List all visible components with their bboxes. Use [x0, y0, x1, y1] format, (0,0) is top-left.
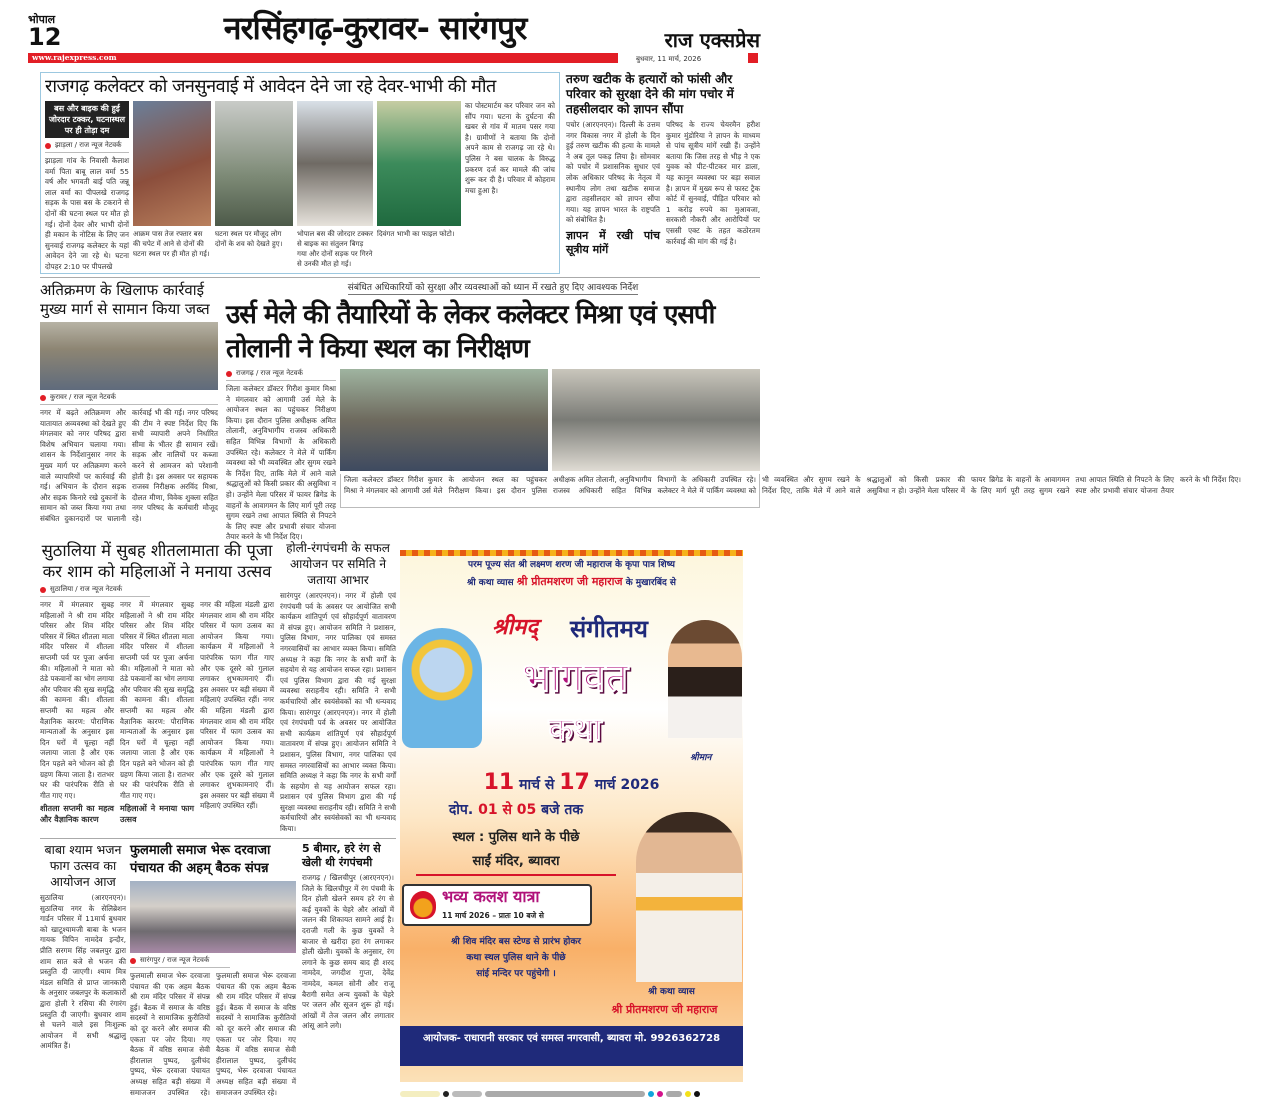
- sutaliya-subhead: शीतला सप्तमी का महत्व और वैज्ञानिक कारण: [40, 804, 114, 824]
- organizer-bar: आयोजक- राधारानी सरकार एवं समस्त नगरवासी, ब्यावरा मो. 9926362728: [400, 1026, 743, 1066]
- baba-shyam-story: [40, 842, 126, 1100]
- main-story-left-col: [226, 369, 336, 542]
- right-story: [566, 72, 760, 272]
- time-suffix: बजे तक: [541, 802, 584, 818]
- five-sick-headline: 5 बीमार, हरे रंग से खेली थी रंगपंचमी: [302, 842, 381, 869]
- main-story-headline: उर्स मेले की तैयारियों के लेकर कलेक्टर मिश्रा एवं एसपी तोलानी ने किया स्थल का निरीक्षण: [226, 300, 715, 364]
- holi-text: सारंगपुर (आरएनएन)। नगर में होली एवं रंगपंचमी पर्व के अवसर पर आयोजित सभी कार्यक्रम शांतिपूर्ण एवं सौहार्दपूर्ण वातावरण में संपन्न हुए। आयोजन समिति ने प्रशासन, पुलिस विभाग, नगर पालिका एवं समस्त नगरवासियों का आभार व्यक्त किया। समिति अध्यक्ष ने कहा कि नगर के सभी वर्गों के सहयोग से यह आयोजन सफल रहा। प्रशासन एवं पुलिस विभाग द्वारा की गई सुरक्षा व्यवस्था सराहनीय रही। समिति ने सभी कर्मचारियों और स्वयंसेवकों का भी धन्यवाद किया।: [280, 591, 396, 717]
- holi-thanks-headline: होली-रंगपंचमी के सफल आयोजन पर समिति ने जताया आभार: [286, 541, 390, 587]
- five-sick-story: [302, 842, 394, 1100]
- ad-dates: [400, 768, 743, 800]
- photo-column: [133, 101, 211, 269]
- top-story-byline: [45, 141, 129, 153]
- ad-line-2-suffix: के मुखारबिंद से: [625, 578, 677, 588]
- page-number: 12: [28, 23, 62, 51]
- ad-venue-1: स्थल : पुलिस थाने के पीछे: [452, 830, 580, 845]
- inspection-photo-2: [552, 369, 760, 471]
- main-story-content: [226, 369, 1241, 542]
- section-title: नरसिंहगढ़-कुरावर- सारंगपुर: [223, 9, 527, 47]
- issue-date: बुधवार, 11 मार्च, 2026: [636, 55, 702, 63]
- photo-column: [377, 101, 461, 269]
- sutaliya-text-2: नगर में मंगलवार सुबह महिलाओं ने श्री राम मंदिर परिसर और शिव मंदिर परिसर में स्थित शीतला माता मंदिर परिसर में शीतला सप्तमी पर्व पर पूजा अर्चना की। महिलाओं ने माता को ठंडे पकवानों का भोग लगाया और परिवार की सुख समृद्धि की कामना की। शीतला सप्तमी का महत्व और वैज्ञानिक कारण: पौराणिक मान्यताओं के अनुसार इस दिन घरों में चूल्हा नहीं जलाया जाता है और एक दिन पहले बने भोजन को ही ग्रहण किया जाता है। रातभर घर की पारंपरिक रीति से गीत गाए गए।: [120, 600, 194, 800]
- sutaliya-byline: [40, 585, 150, 597]
- bhagwat-katha-ad[interactable]: [400, 550, 743, 1082]
- time-prefix: दोप.: [448, 802, 474, 818]
- encroachment-headline: अतिक्रमण के खिलाफ कार्रवाई मुख्य मार्ग से सामान किया जब्त: [40, 281, 210, 318]
- top-story-body-right: का पोस्टमार्टम कर परिवार जन को सौंप गया। घटना के दुर्घटना की खबर से गांव में मातम पसर गया है। ग्रामीणों ने बताया कि दोनों अपने काम से राजगढ़ जा रहे थे। पुलिस ने बस चालक के विरुद्ध प्रकरण दर्ज कर मामले की जांच शुरू कर दी है। परिवार में कोहराम मचा हुआ है।: [465, 101, 555, 195]
- sutaliya-subhead-2: महिलाओं ने मनाया फाग उत्सव: [120, 804, 194, 824]
- photo-caption: आक्रम पास तेज रफ्तार बस की चपेट में आने से दोनों की घटना स्थल पर ही मौत हो गई।: [133, 230, 210, 258]
- main-story-right-col: [340, 369, 1241, 508]
- five-sick-body: राजगढ़ / खिलचीपुर (आरएनएन)। जिले के खिलचीपुर में रंग पंचमी के दिन होली खेलने समय हरे रंग से कई युवकों के चेहरे और आंखों में जलन की शिकायत सामने आई है। दराजी गली के कुछ युवकों ने बाजार से खरीदा हरा रंग लगाकर होली खेली। युवकों के अनुसार, रंग लगाने के कुछ समय बाद ही शरद नामदेव, जगदीश गुप्ता, देवेंद्र नामदेव, कमल सोनी और राजू बैरागी समेत अन्य युवकों के चेहरे पर जलन और सूजन शुरू हो गई। आंखों में तेज जलन और लगातार आंसू आने लगे।: [302, 873, 394, 1031]
- krishna-illustration: [402, 628, 482, 748]
- photo-caption: दिवंगत भाभी का फाइल फोटो।: [377, 230, 455, 238]
- main-story-byline: [226, 369, 336, 381]
- page-city: भोपाल: [28, 13, 56, 26]
- top-story-content: [45, 101, 555, 269]
- ad-bhagwat: भागवत: [521, 654, 629, 701]
- kalash-time: 11 मार्च 2026 – प्रातः 10 बजे से: [442, 911, 544, 920]
- phulmali-text-2: फुलमाली समाज भेरू दरवाजा पंचायत की एक अहम बैठक श्री राम मंदिर परिसर में संपन्न हुई। बैठक में समाज के वरिष्ठ सदस्यों ने सामाजिक कुरीतियों को दूर करने और समाज की एकता पर जोर दिया। गए बैठक में वरिष्ठ समाज सेवी हीरालाल पुष्पद, दुलीचंद पुष्पद, भेरू दरवाजा पंचायत अध्यक्ष सहित बड़ी संख्या में समाजजन उपस्थित रहे।: [216, 971, 296, 1097]
- top-story: [40, 72, 560, 274]
- byline-text: राजगढ़ / राज न्यूज नेटवर्क: [236, 369, 303, 377]
- ad-time: [400, 800, 632, 820]
- byline-text: झाड़ला / राज न्यूज नेटवर्क: [55, 141, 122, 149]
- accident-box: बस और बाइक की हुई जोरदार टक्कर, घटनास्थल पर ही तोड़ा दम: [45, 101, 129, 138]
- top-story-body: झाड़ला गांव के निवासी कैलाश वर्मा पिता बाबू लाल वर्मा 55 वर्ष और भगवती बाई पति जन्नू लाल वर्मा का पीपलखे राजगढ़ सड़क के पास बस के टकराने से दोनों की घटना स्थल पर मौत हो गई। दोनों देवर और भाभी दोनों ही मकान के नोटिस के लिए जन सुनवाई राजगढ़ कलेक्टर के यहां आवेदन देने जा रहे थे। घटना दोपहर 2:10 पर पीपलखे: [45, 156, 129, 271]
- victim-photo-1: [297, 101, 373, 226]
- main-story-box: [340, 474, 1241, 508]
- phulmali-photo: [130, 881, 296, 953]
- bullet-icon: [40, 587, 46, 593]
- website-link[interactable]: www.rajexpress.com: [32, 53, 117, 62]
- ad-logo: श्रीमान: [690, 753, 712, 763]
- byline-text: सुठालिया / राज न्यूज नेटवर्क: [50, 585, 123, 593]
- main-story-body-cont: जिला कलेक्टर डॉक्टर गिरीश कुमार मिश्रा ने मंगलवार को आगामी उर्स मेले के आयोजन स्थल का पहुंचकर निरीक्षण किया। इस दौरान पुलिस अधीक्षक अमित तोलानी, अनुविभागीय राजस्व अधिकारी सहित विभिन्न विभागों के अधिकारी उपस्थित रहे। कलेक्टर ने मेले में पार्किंग व्यवस्था को भी व्यवस्थित और सुगम रखने के निर्देश दिए, ताकि मेले में आने वाले श्रद्धालुओं को किसी प्रकार की असुविधा न हो। उन्होंने मेला परिसर में फायर ब्रिगेड के वाहनों के आवागमन के लिए मार्ग पूरी तरह सुगम रखने तथा आपात स्थिति से निपटने के लिए स्पष्ट और प्रभावी संचार योजना तैयार करने के भी निर्देश दिए।: [344, 475, 1241, 495]
- guru-photo-top: [668, 620, 742, 738]
- photo-caption: भोपाल बस की जोरदार टक्कर से बाइक का संतुलन बिगड़ गया और दोनों सड़क पर गिरने से उनकी मौत हो गई।: [297, 230, 373, 268]
- kalash-icon: [410, 891, 436, 919]
- sutaliya-story: [40, 540, 274, 836]
- right-story-headline: तरुण खटीक के हत्यारों को फांसी और परिवार को सुरक्षा देने की मांग पचोर में तहसीलदार को ज्ञापन सौंपा: [566, 72, 734, 116]
- ad-top-border: [400, 550, 743, 556]
- accident-photo-2: [215, 101, 293, 226]
- baba-shyam-body: सुठालिया (आरएनएन)। सुठालिया नगर के सेलिब्रेशन गार्डन परिसर में 11मार्च बुधवार को खाटूश्यामजी बाबा के भजन गायक विपिन नामदेव इन्दौर, प्रीति सरगम सिंह जबलपुर द्वारा शाम सात बजे से भजन की प्रस्तुति दी जाएगी। श्याम मित्र मंडल समिति से प्राप्त जानकारी के अनुसार जबलपुर के कलाकारों द्वारा होली रे रसिया की रंगारंग प्रस्तुति दी जाएगी। बुधवार शाम से चलने वाले इस निःशुल्क आयोजन में सभी श्रद्धालु आमंत्रित हैं।: [40, 893, 126, 1051]
- ad-line-2-name: श्री प्रीतमशरण जी महाराज: [516, 575, 623, 588]
- phulmali-story: [130, 842, 296, 1100]
- phulmali-body: [130, 971, 296, 1100]
- ad-venue-2: साईं मंदिर, ब्यावरा: [416, 852, 616, 876]
- sutaliya-text: नगर में मंगलवार सुबह महिलाओं ने श्री राम मंदिर परिसर और शिव मंदिर परिसर में स्थित शीतला माता मंदिर परिसर में शीतला सप्तमी पर्व पर पूजा अर्चना की। महिलाओं ने माता को ठंडे पकवानों का भोग लगाया और परिवार की सुख समृद्धि की कामना की। शीतला सप्तमी का महत्व और वैज्ञानिक कारण: पौराणिक मान्यताओं के अनुसार इस दिन घरों में चूल्हा नहीं जलाया जाता है और एक दिन पहले बने भोजन को ही ग्रहण किया जाता है। रातभर घर की पारंपरिक रीति से गीत गाए गए।: [40, 600, 114, 800]
- main-story-kicker: संबंधित अधिकारियों को सुरक्षा और व्यवस्थाओं को ध्यान में रखते हुए दिए आवश्यक निर्देश: [347, 283, 639, 293]
- byline-text: सारंगपुर / राज न्यूज नेटवर्क: [140, 956, 210, 964]
- sutaliya-headline: सुठालिया में सुबह शीतलामाता की पूजा कर शाम को महिलाओं ने मनाया उत्सव: [41, 541, 273, 581]
- ad-line-1: परम पूज्य संत श्री लक्ष्मण शरण जी महाराज के कृपा पात्र शिष्य: [467, 560, 676, 570]
- encroachment-story: [40, 281, 218, 523]
- sutaliya-text-3: नगर की महिला मंडली द्वारा मंगलवार शाम श्री राम मंदिर परिसर में फाग उत्सव का आयोजन किया गया। कार्यक्रम में महिलाओं ने पारंपरिक फाग गीत गाए और एक दूसरे को गुलाल लगाकर शुभकामनाएं दीं। इस अवसर पर बड़ी संख्या में महिलाएं उपस्थित रहीं।: [200, 600, 274, 705]
- brand-logo: राज एक्सप्रेस: [664, 28, 760, 52]
- encroachment-photo: [40, 322, 218, 390]
- accident-photo-1: [133, 101, 211, 226]
- phulmali-text: फुलमाली समाज भेरू दरवाजा पंचायत की एक अहम बैठक श्री राम मंदिर परिसर में संपन्न हुई। बैठक में समाज के वरिष्ठ सदस्यों ने सामाजिक कुरीतियों को दूर करने और समाज की एकता पर जोर दिया। गए बैठक में वरिष्ठ समाज सेवी हीरालाल पुष्पद, दुलीचंद पुष्पद, भेरू दरवाजा पंचायत अध्यक्ष सहित बड़ी संख्या में समाजजन उपस्थित रहे।: [130, 971, 210, 1097]
- encroachment-body: नगर में बढ़ते अतिक्रमण और यातायात अव्यवस्था को देखते हुए मंगलवार को नगर परिषद द्वारा विशेष अभियान चलाया गया। शासन के निर्देशानुसार नगर के मुख्य मार्ग पर अतिक्रमण करने वाले व्यापारियों पर कार्रवाई की गई। अभियान के दौरान सड़क और सड़क किनारे रखे दुकानों के सामान को जब्त किया गया तथा संबंधित दुकानदारों पर चालानी कार्रवाई भी की गई। नगर परिषद की टीम ने स्पष्ट निर्देश दिए कि सभी व्यापारी अपने निर्धारित सीमा के भीतर ही सामान रखें। सड़क और नालियों पर कब्जा करने से आमजन को परेशानी होती है। इस अवसर पर सहायक राजस्व निरीक्षक अरविंद मिश्रा, दौलत मीणा, विवेक शुक्ला सहित नगर परिषद के कर्मचारी मौजूद रहे।: [40, 408, 218, 523]
- print-color-bar: [400, 1090, 743, 1098]
- date-to-month: मार्च 2026: [594, 777, 660, 793]
- kalash-box: [402, 884, 592, 926]
- phulmali-byline: [130, 956, 230, 968]
- ad-sangeetmay: संगीतमय: [570, 615, 648, 643]
- right-story-subhead: ज्ञापन में रखी पांच सूत्रीय मांगें: [566, 228, 660, 256]
- divider: [40, 277, 760, 278]
- bullet-icon: [226, 371, 232, 377]
- vyas-name: श्री प्रीतमशरण जी महाराज: [611, 1003, 718, 1016]
- phulmali-headline: फुलमाली समाज भेरू दरवाजा पंचायत की अहम् बैठक संपन्न: [130, 843, 271, 876]
- sutaliya-text-4: नगर की महिला मंडली द्वारा मंगलवार शाम श्री राम मंदिर परिसर में फाग उत्सव का आयोजन किया गया। कार्यक्रम में महिलाओं ने पारंपरिक फाग गीत गाए और एक दूसरे को गुलाल लगाकर शुभकामनाएं दीं। इस अवसर पर बड़ी संख्या में महिलाएं उपस्थित रहीं।: [200, 695, 274, 811]
- ad-line-2: [404, 574, 739, 591]
- divider: [40, 838, 396, 839]
- ad-shrimad: श्रीमद्: [492, 614, 539, 640]
- holi-text-2: सारंगपुर (आरएनएन)। नगर में होली एवं रंगपंचमी पर्व के अवसर पर आयोजित सभी कार्यक्रम शांतिपूर्ण एवं सौहार्दपूर्ण वातावरण में संपन्न हुए। आयोजन समिति ने प्रशासन, पुलिस विभाग, नगर पालिका एवं समस्त नगरवासियों का आभार व्यक्त किया। समिति अध्यक्ष ने कहा कि नगर के सभी वर्गों के सहयोग से यह आयोजन सफल रहा। प्रशासन एवं पुलिस विभाग द्वारा की गई सुरक्षा व्यवस्था सराहनीय रही। समिति ने सभी कर्मचारियों और स्वयंसेवकों का भी धन्यवाद किया।: [280, 707, 396, 834]
- ad-route: [400, 934, 632, 982]
- header-red-square: [748, 53, 758, 63]
- time-from: 01: [478, 802, 498, 818]
- baba-shyam-headline: बाबा श्याम भजन फाग उत्सव का आयोजन आज: [44, 842, 122, 889]
- photo-column: [215, 101, 293, 269]
- main-story-body: जिला कलेक्टर डॉक्टर गिरीश कुमार मिश्रा ने मंगलवार को आगामी उर्स मेले के आयोजन स्थल का पहुंचकर निरीक्षण किया। इस दौरान पुलिस अधीक्षक अमित तोलानी, अनुविभागीय राजस्व अधिकारी सहित विभिन्न विभागों के अधिकारी उपस्थित रहे। कलेक्टर ने मेले में पार्किंग व्यवस्था को भी व्यवस्थित और सुगम रखने के निर्देश दिए, ताकि मेले में आने वाले श्रद्धालुओं को किसी प्रकार की असुविधा न हो। उन्होंने मेला परिसर में फायर ब्रिगेड के वाहनों के आवागमन के लिए मार्ग पूरी तरह सुगम रखने तथा आपात स्थिति से निपटने के लिए स्पष्ट और प्रभावी संचार योजना तैयार करने के भी निर्देश दिए।: [226, 384, 336, 542]
- encroachment-byline: [40, 393, 218, 405]
- bullet-icon: [45, 143, 51, 149]
- kalash-title: भव्य कलश यात्रा: [442, 887, 540, 906]
- date-from-month: मार्च से: [519, 777, 555, 793]
- right-story-text: पचोर (आरएनएन)। दिल्ली के उत्तम नगर विकास नगर में होली के दिन हुई तरुण खटीक की हत्या के मामले ने अब तूल पकड़ लिया है। सोमवार को पचोर में प्रशासनिक सुधार एवं लोक अधिकार परिषद के नेतृत्व में स्थानीय लोग तथा खटीक समाज द्वारा तहसीलदार को ज्ञापन सौंपा गया। यह ज्ञापन भारत के राष्ट्रपति को संबोधित है।: [566, 120, 660, 225]
- time-to: 05: [516, 802, 537, 818]
- ad-line-2-prefix: श्री कथा व्यास: [466, 578, 514, 588]
- inspection-photos: [340, 369, 760, 471]
- route-line-2: कथा स्थल पुलिस थाने के पीछे: [466, 953, 566, 963]
- date-from: 11: [483, 770, 515, 795]
- vyas-label: श्री कथा व्यास: [648, 987, 695, 997]
- victim-photo-2: [377, 101, 461, 226]
- inspection-photo-1: [340, 369, 548, 471]
- top-story-left-col: [45, 101, 129, 269]
- route-line-3: सांई मन्दिर पर पहुंचेगी ।: [476, 969, 556, 979]
- byline-text: कुरावर / राज न्यूज नेटवर्क: [50, 393, 116, 401]
- date-to: 17: [559, 770, 590, 795]
- photo-caption: घटना स्थल पर मौजूद लोग दोनों के शव को देखते हुए।: [215, 230, 283, 248]
- photo-column: [297, 101, 373, 269]
- route-line-1: श्री शिव मंदिर बस स्टेण्ड से प्रारंभ होकर: [451, 937, 581, 947]
- top-story-headline: राजगढ़ कलेक्टर को जनसुनवाई में आवेदन देने जा रहे देवर-भाभी की मौत: [45, 76, 496, 97]
- right-story-body: [566, 120, 760, 272]
- sutaliya-body: [40, 600, 274, 836]
- time-mid: से: [502, 802, 512, 818]
- ad-katha: कथा: [548, 710, 602, 748]
- guru-photo-main: [636, 812, 742, 982]
- right-story-text-2: परिषद के राज्य चेयरमैन हरीश कुमार मुंडोरिया ने ज्ञापन के माध्यम से पांच सूत्रीय मांगें रखी हैं। उन्होंने बताया कि जिस तरह से भीड़ ने एक युवक को पीट-पीटकर मार डाला, यह कानून व्यवस्था पर बड़ा सवाल है। ज्ञापन में मुख्य रूप से फास्ट ट्रैक कोर्ट में सुनवाई, पीड़ित परिवार को 1 करोड़ रुपये का मुआवजा, सरकारी नौकरी और आरोपियों पर एससी एक्ट के तहत कठोरतम कार्रवाई की मांग की गई है।: [666, 120, 760, 246]
- bullet-icon: [40, 395, 46, 401]
- main-story: [226, 282, 1241, 542]
- holi-thanks-story: [280, 540, 396, 836]
- holi-thanks-body: [280, 591, 396, 836]
- bullet-icon: [130, 958, 136, 964]
